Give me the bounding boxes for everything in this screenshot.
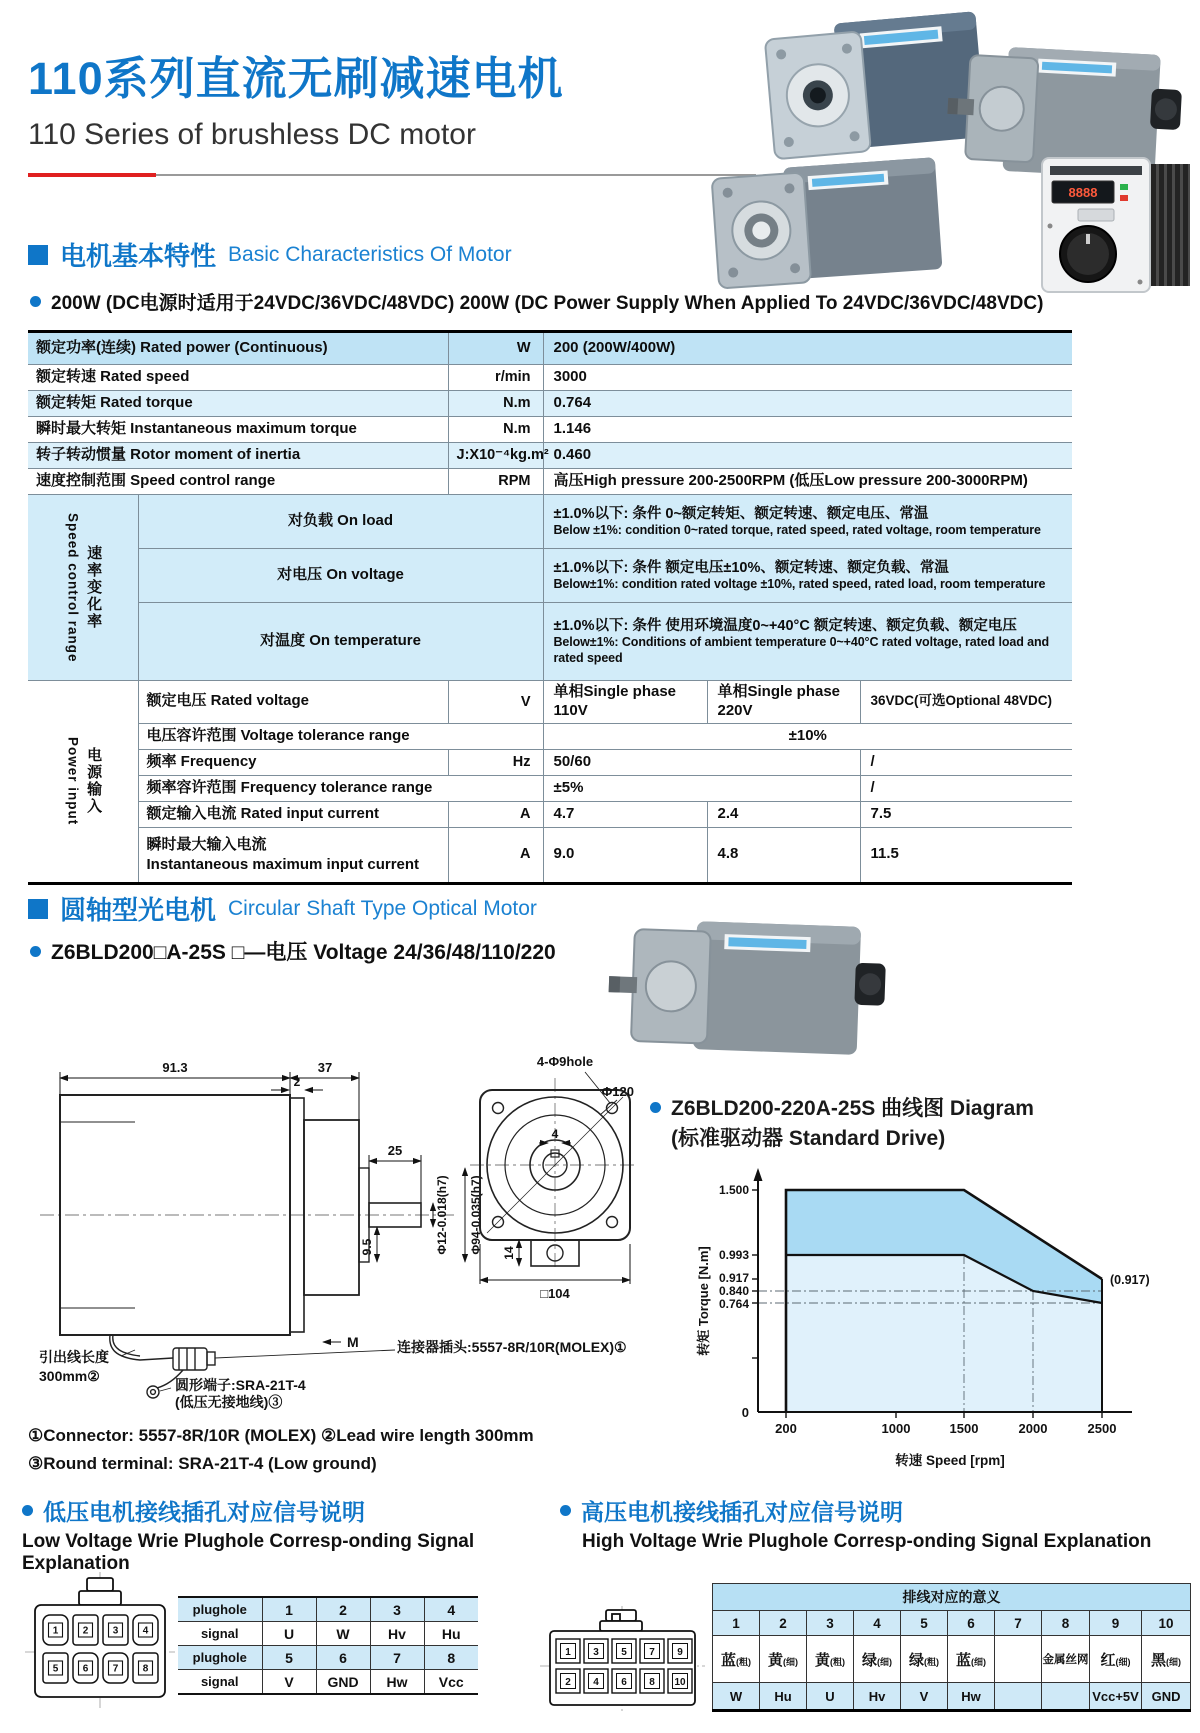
bullet-dot-icon <box>560 1505 571 1516</box>
wire-gauge: (粗) <box>736 1656 751 1667</box>
section1-square-icon <box>28 245 48 265</box>
hv-pin-4: 4 <box>593 1677 599 1688</box>
page-subtitle: 110 Series of brushless DC motor <box>28 118 476 151</box>
dim-shaft-dia: Φ12-0.018(h7) <box>435 1175 449 1255</box>
hv-pin-1: 1 <box>565 1647 571 1658</box>
hv-num-cell: 7 <box>995 1611 1042 1636</box>
section2-title-cn: 圆轴型光电机 <box>60 895 217 925</box>
drawing-notes <box>28 1422 628 1478</box>
lv-cell: Hv <box>370 1622 424 1646</box>
spec-row <box>28 391 1072 417</box>
lv-row-label: plughole <box>178 1646 262 1670</box>
hv-signal-row <box>713 1683 1191 1711</box>
lv-cell: 7 <box>370 1646 424 1670</box>
hv-pin-10: 10 <box>674 1677 686 1688</box>
dim-91-3: 91.3 <box>162 1060 188 1075</box>
motor-photo-3 <box>711 157 943 288</box>
section2-bullet-text: Z6BLD200□A-25S □—电压 Voltage 24/36/48/110/220 <box>51 941 556 964</box>
side-view <box>40 1095 457 1335</box>
spec-value: 1.146 <box>543 417 1072 443</box>
desc-line-cn: ±1.0%以下: 条件 额定电压±10%、额定转速、额定负载、常温 <box>553 559 949 576</box>
chart-title-text2: (标准驱动器 Standard Drive) <box>671 1127 946 1150</box>
drawing-note-1: ①Connector: 5557-8R/10R (MOLEX) ②Lead wire length 300mm <box>28 1426 534 1445</box>
spec-unit: A <box>448 801 543 827</box>
lv-cell: 6 <box>316 1646 370 1670</box>
spec-name: 瞬时最大转矩 Instantaneous maximum torque <box>28 417 448 443</box>
hv-pin-8: 8 <box>649 1677 655 1688</box>
hv-signal-cell: GND <box>1142 1683 1191 1711</box>
spec-value: ±10% <box>543 723 1072 749</box>
hv-signal-cell: Hu <box>760 1683 807 1711</box>
hv-title-en: High Voltage Wrie Plughole Corresp-onding Signal Explanation <box>582 1531 1152 1552</box>
lv-connector-drawing <box>25 1572 175 1710</box>
hv-table <box>712 1583 1191 1712</box>
spec-row <box>28 801 1072 827</box>
dim-25: 25 <box>387 1143 403 1158</box>
dim-37: 37 <box>317 1060 333 1075</box>
spec-table <box>28 330 1072 885</box>
hv-title-cn: 高压电机接线插孔对应信号说明 <box>581 1499 903 1525</box>
spec-unit: r/min <box>448 365 543 391</box>
connector-label: 连接器插头:5557-8R/10R(MOLEX)① <box>397 1339 627 1355</box>
hv-num-cell: 9 <box>1090 1611 1142 1636</box>
section1-title-en: Basic Characteristics Of Motor <box>228 242 512 266</box>
dimension-drawing <box>25 1000 635 1410</box>
lv-row <box>178 1597 478 1622</box>
spec-value: 50/60 <box>543 749 860 775</box>
lv-row <box>178 1670 478 1695</box>
spec-value <box>543 495 1072 549</box>
dim-2: 2 <box>293 1075 301 1089</box>
wire-color: 金属丝网 <box>1042 1654 1089 1666</box>
spec-name: 频率容许范围 Frequency tolerance range <box>138 775 543 801</box>
holes-label: 4-Φ9hole <box>536 1054 594 1069</box>
bullet-dot-icon <box>30 946 41 957</box>
spec-unit: A <box>448 827 543 883</box>
lv-pin-3: 3 <box>112 1625 119 1637</box>
lv-row-label: signal <box>178 1622 262 1646</box>
wire-gauge: (细) <box>1115 1656 1131 1667</box>
hv-wire-cell <box>713 1636 760 1683</box>
spec-value: 4.7 <box>543 801 707 827</box>
lv-pin-5: 5 <box>52 1663 59 1675</box>
hv-signal-cell <box>995 1683 1042 1711</box>
spec-row <box>28 417 1072 443</box>
spec-name <box>138 827 448 883</box>
lv-row <box>178 1622 478 1646</box>
spec-value: ±5% <box>543 775 860 801</box>
spec-row <box>28 681 1072 724</box>
hv-wire-cell <box>807 1636 854 1683</box>
wire-color: 黄 <box>814 1651 830 1669</box>
dim-4: 4 <box>551 1127 559 1141</box>
hv-num-cell: 4 <box>854 1611 901 1636</box>
wire-gauge: (细) <box>1166 1656 1182 1667</box>
lv-pin-2: 2 <box>82 1625 89 1637</box>
section2-square-icon <box>28 899 48 919</box>
spec-unit: W <box>448 332 543 365</box>
wire-color: 红 <box>1100 1651 1116 1669</box>
hv-wire-row <box>713 1636 1191 1683</box>
lv-cell: U <box>262 1622 316 1646</box>
spec-unit: N.m <box>448 391 543 417</box>
hv-wire-cell <box>995 1636 1042 1683</box>
lv-title-en: Low Voltage Wrie Plughole Corresp-onding Signal Explanation <box>22 1531 475 1574</box>
wire-color: 黄 <box>767 1651 783 1669</box>
xtick-2500: 2500 <box>1087 1421 1117 1436</box>
hv-signal-cell: Hw <box>948 1683 995 1711</box>
lv-pin-8: 8 <box>142 1663 149 1675</box>
section2-header <box>28 890 537 927</box>
hv-signal-cell: Hv <box>854 1683 901 1711</box>
hv-number-row <box>713 1611 1191 1636</box>
lv-pin-7: 7 <box>112 1663 119 1675</box>
spec-name: 转子转动惯量 Rotor moment of inertia <box>28 443 448 469</box>
spec-value: 高压High pressure 200-2500RPM (低压Low pressure 200-3000RPM) <box>543 469 1072 495</box>
spec-value: 36VDC(可选Optional 48VDC) <box>860 681 1072 724</box>
hv-pin-5: 5 <box>621 1647 627 1658</box>
hv-wire-cell <box>1142 1636 1191 1683</box>
ytick-0917: 0.917 <box>718 1271 749 1285</box>
page-title: 110系列直流无刷减速电机 <box>28 53 564 104</box>
lv-cell: 2 <box>316 1597 370 1622</box>
lv-cell: 3 <box>370 1597 424 1622</box>
spec-unit: V <box>448 681 543 724</box>
chart-xlabel: 转速 Speed [rpm] <box>895 1453 1005 1468</box>
speed-group-label-en: Speed control range <box>65 512 81 663</box>
bullet-dot-icon <box>30 296 41 307</box>
ytick-0764: 0.764 <box>718 1297 749 1311</box>
hv-wire-cell <box>901 1636 948 1683</box>
hv-header-row <box>713 1584 1191 1611</box>
hv-signal-cell: W <box>713 1683 760 1711</box>
terminal-label-1: 圆形端子:SRA-21T-4 <box>175 1377 306 1393</box>
dim-104: □104 <box>540 1286 570 1301</box>
wire-color: 蓝 <box>955 1651 971 1669</box>
hv-pin-2: 2 <box>565 1677 571 1688</box>
spec-row <box>28 827 1072 883</box>
spec-row <box>28 775 1072 801</box>
spec-name: 额定电压 Rated voltage <box>138 681 448 724</box>
side-view-labels <box>162 1060 483 1255</box>
spec-name: 对电压 On voltage <box>138 549 543 603</box>
spec-row <box>28 603 1072 681</box>
lv-cell: Hu <box>424 1622 478 1646</box>
bullet-dot-icon <box>22 1505 33 1516</box>
chart-title-text1: Z6BLD200-220A-25S 曲线图 Diagram <box>671 1097 1034 1120</box>
desc-line-en: Below±1%: condition rated voltage ±10%, rated speed, rated load, room temperature <box>553 576 1046 591</box>
xtick-1000: 1000 <box>881 1421 911 1436</box>
title-underline-red <box>28 173 156 177</box>
desc-line-en: Below ±1%: condition 0~rated torque, rated speed, rated voltage, room temperature <box>553 522 1041 537</box>
spec-row <box>28 469 1072 495</box>
hv-signal-cell <box>1042 1683 1090 1711</box>
hv-pin-9: 9 <box>677 1647 683 1658</box>
spec-name: 电压容许范围 Voltage tolerance range <box>138 723 543 749</box>
section1-bullet-text: 200W (DC电源时适用于24VDC/36VDC/48VDC) 200W (DC Power Supply When Applied To 24VDC/36VDC/48VDC) <box>51 293 1044 314</box>
hv-num-cell: 10 <box>1142 1611 1191 1636</box>
hv-pin-3: 3 <box>593 1647 599 1658</box>
chart-ylabel: 转矩 Torque [N.m] <box>696 1246 711 1356</box>
hv-table-title: 排线对应的意义 <box>713 1584 1191 1611</box>
speed-group-label <box>28 495 138 681</box>
power-group-label-cn: 电源输入 <box>85 747 103 816</box>
wire-color: 黑 <box>1151 1651 1167 1669</box>
wire-gauge: (细) <box>971 1656 986 1667</box>
lv-cell: 5 <box>262 1646 316 1670</box>
spec-value: 9.0 <box>543 827 707 883</box>
dia120-label: Φ120 <box>601 1084 634 1099</box>
torque-speed-chart <box>620 1028 1150 1478</box>
chart-annotation: (0.917) <box>1110 1273 1150 1287</box>
hv-signal-cell: V <box>901 1683 948 1711</box>
svg-text:8888: 8888 <box>1068 185 1098 200</box>
low-voltage-section <box>22 1494 542 1575</box>
hv-num-cell: 1 <box>713 1611 760 1636</box>
spec-row <box>28 443 1072 469</box>
y-axis-arrow <box>754 1168 763 1181</box>
spec-name: 对温度 On temperature <box>138 603 543 681</box>
xtick-200: 200 <box>775 1421 797 1436</box>
front-view <box>470 1072 635 1284</box>
spec-name-en: Instantaneous maximum input current <box>146 855 420 873</box>
wire-color: 蓝 <box>720 1651 736 1669</box>
hv-num-cell: 3 <box>807 1611 854 1636</box>
lead-wire-label-1: 引出线长度 <box>39 1349 109 1365</box>
desc-line-en: Below±1%: Conditions of ambient temperature 0~+40°C rated voltage, rated load and rated speed <box>553 634 1050 665</box>
dim-14: 14 <box>502 1246 516 1260</box>
hv-pin-7: 7 <box>649 1647 655 1658</box>
lv-cell: 1 <box>262 1597 316 1622</box>
lv-row-label: signal <box>178 1670 262 1695</box>
wire-gauge: (细) <box>877 1656 892 1667</box>
spec-name: 额定转速 Rated speed <box>28 365 448 391</box>
spec-unit: RPM <box>448 469 543 495</box>
spec-value <box>543 549 1072 603</box>
spec-value: 2.4 <box>707 801 860 827</box>
spec-unit: J:X10⁻⁴kg.m² <box>448 443 543 469</box>
section1-bullet <box>30 288 1180 315</box>
spec-unit: Hz <box>448 749 543 775</box>
wire-gauge: (粗) <box>830 1656 845 1667</box>
lead-wire-label-2: 300mm② <box>39 1368 100 1384</box>
speed-group-label-cn: 速率变化率 <box>85 545 103 630</box>
hv-num-cell: 2 <box>760 1611 807 1636</box>
hv-pin-6: 6 <box>621 1677 627 1688</box>
spec-value: 3000 <box>543 365 1072 391</box>
ytick-0840: 0.840 <box>718 1284 749 1298</box>
section1-header <box>28 236 512 273</box>
section2-bullet <box>30 936 590 966</box>
spec-value: 0.460 <box>543 443 1072 469</box>
cable-labels <box>39 1334 627 1410</box>
wire-gauge: (细) <box>783 1656 798 1667</box>
spec-name: 速度控制范围 Speed control range <box>28 469 448 495</box>
spec-name: 额定功率(连续) Rated power (Continuous) <box>28 332 448 365</box>
lv-cell: GND <box>316 1670 370 1695</box>
spec-value <box>543 603 1072 681</box>
lv-cell: V <box>262 1670 316 1695</box>
spec-row <box>28 365 1072 391</box>
lv-row <box>178 1646 478 1670</box>
spec-value: 200 (200W/400W) <box>543 332 1072 365</box>
dim-9-5: 9.5 <box>360 1238 374 1256</box>
spec-value: / <box>860 749 1072 775</box>
spec-row <box>28 495 1072 549</box>
hv-num-cell: 5 <box>901 1611 948 1636</box>
ytick-1500: 1.500 <box>718 1183 749 1197</box>
hv-wire-cell <box>948 1636 995 1683</box>
hv-connector-drawing <box>540 1606 705 1711</box>
spec-value: 单相Single phase 110V <box>543 681 707 724</box>
lv-cell: 4 <box>424 1597 478 1622</box>
spec-name: 额定转矩 Rated torque <box>28 391 448 417</box>
lv-header <box>22 1494 542 1527</box>
wire-color: 绿 <box>908 1651 924 1669</box>
spec-name: 额定输入电流 Rated input current <box>138 801 448 827</box>
spec-unit: N.m <box>448 417 543 443</box>
section1-title-cn: 电机基本特性 <box>60 241 217 271</box>
wire-color: 绿 <box>861 1651 877 1669</box>
spec-row <box>28 332 1072 365</box>
hv-wire-cell <box>1090 1636 1142 1683</box>
hv-num-cell: 8 <box>1042 1611 1090 1636</box>
spec-name: 频率 Frequency <box>138 749 448 775</box>
lv-row-label: plughole <box>178 1597 262 1622</box>
section2-title-en: Circular Shaft Type Optical Motor <box>228 896 537 920</box>
spec-value: / <box>860 775 1072 801</box>
spec-name: 对负载 On load <box>138 495 543 549</box>
lv-cell: Hw <box>370 1670 424 1695</box>
hv-wire-cell <box>854 1636 901 1683</box>
lv-pin-4: 4 <box>142 1625 149 1637</box>
spec-value: 4.8 <box>707 827 860 883</box>
front-view-labels <box>502 1054 634 1301</box>
spec-value: 7.5 <box>860 801 1072 827</box>
product-photos <box>690 8 1190 298</box>
lv-cell: 8 <box>424 1646 478 1670</box>
spec-value: 0.764 <box>543 391 1072 417</box>
spec-name-cn: 瞬时最大输入电流 <box>146 836 267 853</box>
hv-wire-cell <box>1042 1636 1090 1683</box>
lv-cell: Vcc <box>424 1670 478 1695</box>
high-voltage-section <box>560 1494 1190 1553</box>
hv-wire-cell <box>760 1636 807 1683</box>
motor-photo-1 <box>764 11 987 159</box>
spec-value: 单相Single phase 220V <box>707 681 860 724</box>
spec-row <box>28 549 1072 603</box>
m-label: M <box>347 1334 359 1350</box>
dim-flange-dia: Φ94-0.035(h7) <box>469 1175 483 1255</box>
power-group-label <box>28 681 138 884</box>
hv-signal-cell: Vcc+5V <box>1090 1683 1142 1711</box>
lv-pin-6: 6 <box>82 1663 89 1675</box>
ytick-0993: 0.993 <box>718 1248 749 1262</box>
lv-table <box>178 1596 478 1695</box>
desc-line-cn: ±1.0%以下: 条件 0~额定转矩、额定转速、额定电压、常温 <box>553 505 929 522</box>
lv-cell: W <box>316 1622 370 1646</box>
desc-line-cn: ±1.0%以下: 条件 使用环境温度0~+40°C 额定转速、额定负载、额定电压 <box>553 617 1017 634</box>
xtick-1500: 1500 <box>949 1421 979 1436</box>
terminal-label-2: (低压无接地线)③ <box>175 1394 283 1410</box>
hv-num-cell: 6 <box>948 1611 995 1636</box>
power-group-label-en: Power input <box>65 737 81 826</box>
lv-pin-1: 1 <box>52 1625 59 1637</box>
drawing-note-2: ③Round terminal: SRA-21T-4 (Low ground) <box>28 1454 377 1474</box>
wire-gauge: (粗) <box>924 1656 939 1667</box>
lv-title-cn: 低压电机接线插孔对应信号说明 <box>43 1499 365 1525</box>
spec-value: 11.5 <box>860 827 1072 883</box>
spec-row <box>28 723 1072 749</box>
controller-photo <box>1042 158 1190 292</box>
dimension-lines <box>60 1072 465 1342</box>
xtick-2000: 2000 <box>1018 1421 1048 1436</box>
title-underline-gray <box>156 174 756 176</box>
ytick-0: 0 <box>741 1405 749 1420</box>
spec-row <box>28 749 1072 775</box>
hv-signal-cell: U <box>807 1683 854 1711</box>
hv-header <box>560 1494 1190 1527</box>
